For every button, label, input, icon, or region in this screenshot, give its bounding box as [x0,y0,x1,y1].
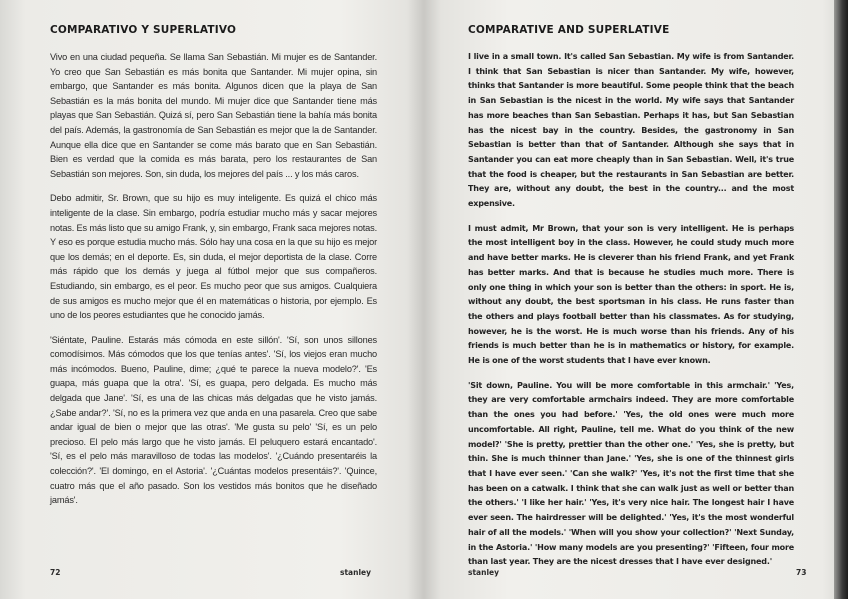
right-paragraph-2: I must admit, Mr Brown, that your son is very intelligent. He is perhaps the most intelligent boy in the class. However, he could study much more and have better marks. He is cleverer than his friend Frank, and yet Frank has better marks. And that is because he studies much more. There is only one thing in which your son is better than the others: in sport. He is, without any doubt, the best sportsman in his class. He runs faster than the others and plays football better than his classmates. As for studying, however, he is the worst. He is much worse than his friends. Any of his friends is much better than he is in mathematics or history, for example. He is one of the worst students that I have ever known. [468,223,794,366]
right-page-body [468,50,794,580]
right-paragraph-3: 'Sit down, Pauline. You will be more comfortable in this armchair.' 'Yes, they are very comfortable armchairs indeed. They are more comfortable than the ones you had before.' 'Yes, the old ones were much more uncomfortable. All right, Pauline, tell me. What do you think of the new model?' 'She is pretty, prettier than the other one.' 'Yes, she is pretty, but thin. She is much thinner than Jane.' 'Yes, she is one of the thinnest girls that I have ever seen.' 'Can she walk?' 'Yes, it's not the first time that she has been on a catwalk. I think that she can walk just as well or better than the others.' 'I like her hair.' 'Yes, it's very nice hair. The longest hair I have ever seen. The hairdresser will be delighted.' 'Yes, it's the most wonderful hair of all the models.' 'When will you show your collection?' 'Next Sunday, in the Astoria.' 'How many models are you presenting?' 'Fifteen, four more than last year. They are the nicest dresses that I have ever designed.' [468,380,794,567]
book-edge-shadow [834,0,848,599]
left-paragraph-2: Debo admitir, Sr. Brown, que su hijo es muy inteligente. Es quizá el chico más inteligente de la clase. Sin embargo, podría estudiar mucho más y sacar mejores notas. Es más listo que su amigo Frank, y, sin embargo, Frank saca mejores notas. Y eso es porque estudia mucho más. Sólo hay una cosa en la que su hijo es mejor que los demás; en el deporte. Es, sin duda, el mejor deportista de la clase. Corre más rápido que los demás y juega al fútbol mejor que sus compañeros. Estudiando, sin embargo, es el peor. Es mucho peor que sus amigos. Cualquiera de sus amigos es mucho mejor que él en matemáticas o historia, por ejemplo. Es uno de los peores estudiantes que he conocido jamás. [50,193,377,321]
left-page-number: 72 [50,568,61,577]
right-page [424,0,848,599]
left-running-footer: stanley [340,568,371,577]
left-paragraph-1: Vivo en una ciudad pequeña. Se llama San Sebastián. Mi mujer es de Santander. Yo creo que San Sebastián es más bonita que Santander. Mi mujer opina, sin embargo, que Santander es más bonita. Algunos dicen que la playa de San Sebastián es la más bonita del mundo. Mi mujer dice que Santander tiene más playas que San Sebastián. Quizá sí, pero San Sebastián tiene la bahía más bonita del país. Además, la gastronomía de San Sebastián es mejor que la de Santander. Aunque ella dice que en Santander se come más barato que en San Sebastián. Bien es verdad que la comida es más barata, pero los restaurantes de San Sebastián son mejores. Son, sin duda, los mejores del país ... y los más caros. [50,52,377,179]
right-running-footer: stanley [468,568,499,577]
right-paragraph-1: I live in a small town. It's called San Sebastian. My wife is from Santander. I think that San Sebastian is nicer than Santander. My wife, however, thinks that Santander is more beautiful. Some people think that the beach in San Sebastian is the nicest in the world. My wife says that Santander has more beaches than San Sebastian. Perhaps it has, but San Sebastian has the nicest bay in the country. Besides, the gastronomy in San Sebastian is better than that of Santander. Although she says that in Santander you can eat more cheaply than in San Sebastian. Well, it's true that the food is cheaper, but the restaurants in San Sebastian are better. They are, without any doubt, the best in the country... and the most expensive. [468,52,794,209]
left-page-heading: COMPARATIVO Y SUPERLATIVO [50,24,237,36]
right-page-number: 73 [796,568,807,577]
left-page-body [50,50,377,518]
right-page-heading: COMPARATIVE AND SUPERLATIVE [468,24,670,36]
left-paragraph-3: 'Siéntate, Pauline. Estarás más cómoda en este sillón'. 'Sí, son unos sillones comodísimos. Más cómodos que los que tenías antes'. 'Sí, los viejos eran mucho más incómodos. Bueno, Pauline, dime; ¿qué te parece la nueva modelo?'. 'Es guapa, más guapa que la otra'. 'Sí, es guapa, pero delgada. Es mucho más delgada que Jane'. 'Sí, es una de las chicas más delgadas que he visto jamás. ¿Sabe andar?'. 'Sí, no es la primera vez que anda en una pasarela. Creo que sabe andar igual de bien o mejor que las otras'. 'Me gusta su pelo' 'Sí, es un pelo precioso. El pelo más largo que he visto jamás. El peluquero estará encantado'. 'Sí, es el pelo más maravilloso de todas las modelos'. '¿Cuándo presentaréis la colección?'. 'El domingo, en el Astoria'. '¿Cuántas modelos presentáis?'. 'Quince, cuatro más que el año pasado. Son los vestidos más bonitos que he diseñado jamás'. [50,334,377,506]
